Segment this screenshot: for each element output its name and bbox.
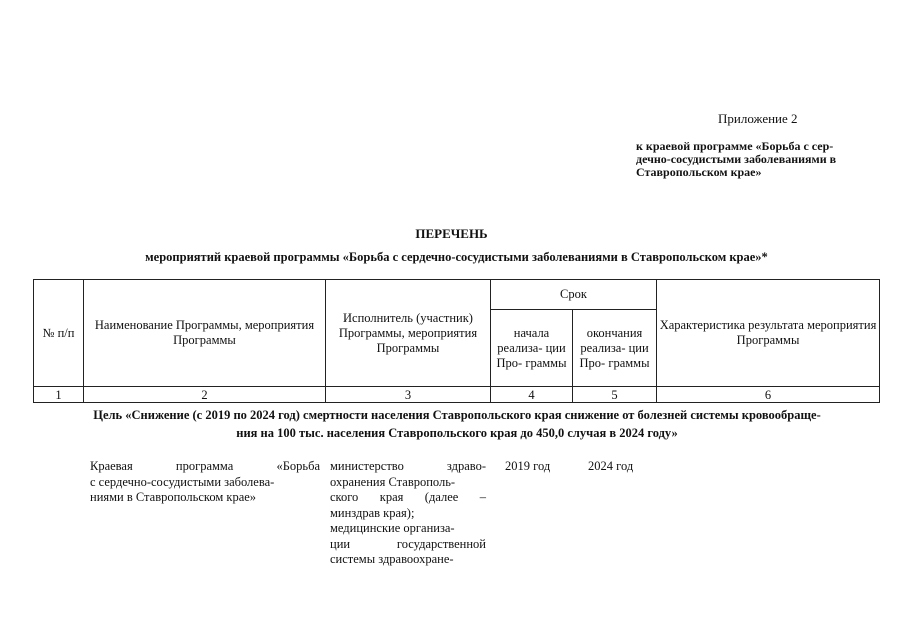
document-subtitle: мероприятий краевой программы «Борьба с сердечно-сосудистыми заболеваниями в Ставропольском крае»* bbox=[145, 250, 768, 264]
header-executor: Исполнитель (участник) Программы, мероприятия Программы bbox=[326, 280, 491, 387]
row-exec-line: медицинские организа- bbox=[330, 521, 455, 535]
row-name-line: Краевая программа «Борьба bbox=[90, 459, 320, 473]
row-exec-line: охранения Ставрополь- bbox=[330, 474, 456, 489]
goal-line: Цель «Снижение (с 2019 по 2024 год) смертности населения Ставропольского края снижение от болезней системы кровообраще- bbox=[93, 408, 821, 422]
appendix-line: дечно-сосудистыми заболеваниями в bbox=[636, 152, 837, 166]
header-term: Срок bbox=[491, 280, 657, 310]
column-number: 2 bbox=[84, 387, 326, 403]
column-number: 6 bbox=[657, 387, 880, 403]
column-number: 3 bbox=[326, 387, 491, 403]
row-exec-line: ции государственной bbox=[330, 536, 486, 551]
row-executor bbox=[330, 459, 486, 568]
column-number: 5 bbox=[573, 387, 657, 403]
header-result: Характеристика результата мероприятия Программы bbox=[657, 280, 880, 387]
column-number: 1 bbox=[34, 387, 84, 403]
header-number: № п/п bbox=[34, 280, 84, 387]
row-name-line: с сердечно-сосудистыми заболева- bbox=[90, 474, 275, 489]
document-title: ПЕРЕЧЕНЬ bbox=[415, 226, 488, 241]
header-name: Наименование Программы, мероприятия Программы bbox=[84, 280, 326, 387]
goal-line: ния на 100 тыс. населения Ставропольского края до 450,0 случая в 2024 году» bbox=[236, 426, 678, 440]
appendix-line: Ставропольском крае» bbox=[636, 165, 762, 179]
row-exec-line: системы здравоохране- bbox=[330, 552, 454, 566]
row-exec-line: министерство здраво- bbox=[330, 459, 486, 473]
row-name-line: ниями в Ставропольском крае» bbox=[90, 490, 257, 504]
row-exec-line: ского края (далее – bbox=[330, 490, 486, 504]
appendix-title: Приложение 2 bbox=[718, 111, 798, 126]
row-start-year: 2019 год bbox=[505, 459, 551, 473]
row-end-year: 2024 год bbox=[588, 459, 634, 473]
appendix-caption bbox=[636, 140, 880, 179]
column-number: 4 bbox=[491, 387, 573, 403]
header-end: окончания реализа- ции Про- граммы bbox=[573, 310, 657, 387]
header-start: начала реализа- ции Про- граммы bbox=[491, 310, 573, 387]
row-exec-line: минздрав края); bbox=[330, 505, 415, 520]
row-program-name bbox=[90, 459, 320, 506]
program-table bbox=[33, 279, 880, 403]
goal-text bbox=[34, 406, 880, 442]
appendix-line: к краевой программе «Борьба с сер- bbox=[636, 139, 834, 153]
